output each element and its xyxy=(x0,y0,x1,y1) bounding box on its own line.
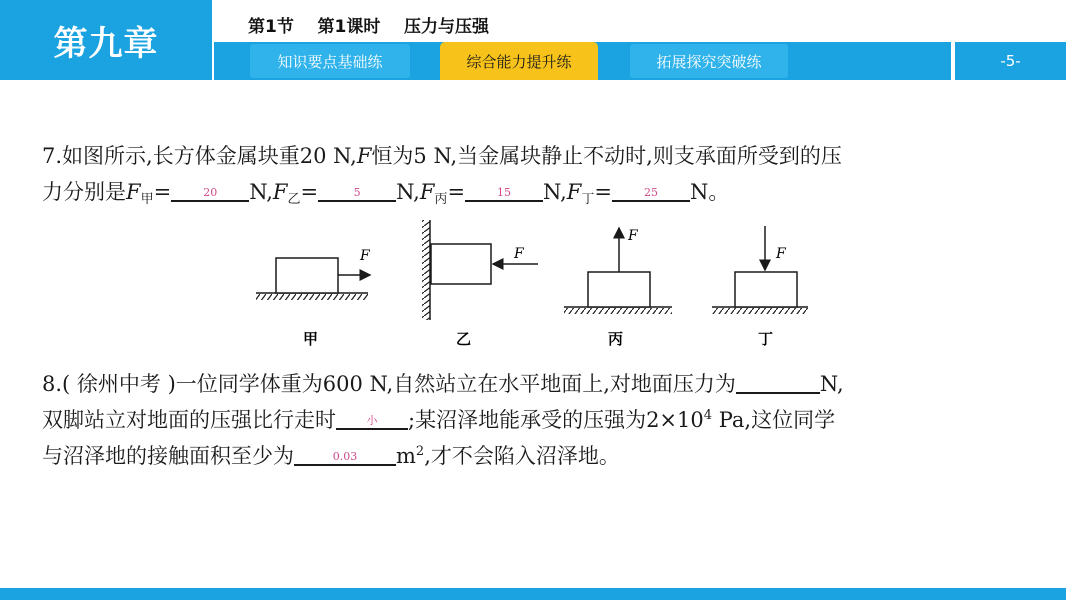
force-symbol: F xyxy=(356,144,372,168)
answer-ding: 25 xyxy=(643,186,658,199)
q7-text: 力分别是 xyxy=(42,180,126,204)
lesson-title: 第1节 第1课时 压力与压强 xyxy=(248,17,490,37)
force-symbol: F xyxy=(566,180,582,204)
force-label-ding: F xyxy=(776,246,786,262)
q8-text: ,才不会陷入沼泽地。 xyxy=(424,444,620,468)
diagram-ding xyxy=(712,226,808,348)
label-yi: 乙 xyxy=(456,330,472,348)
unit-text: N。 xyxy=(689,180,730,204)
exponent: 4 xyxy=(703,408,713,423)
force-label-jia: F xyxy=(360,248,370,264)
answer-blank-pressure-force[interactable] xyxy=(736,370,820,394)
force-label-yi: F xyxy=(514,246,524,262)
answer-blank-yi[interactable] xyxy=(318,178,396,202)
equals-sign: = xyxy=(447,180,466,204)
unit-text: N, xyxy=(543,180,567,204)
label-jia: 甲 xyxy=(303,330,319,348)
tab-comprehensive-practice[interactable]: 综合能力提升练 xyxy=(440,42,598,80)
q8-text: 8.( 徐州中考 )一位同学体重为600 N,自然站立在水平地面上,对地面压力为 xyxy=(42,372,736,396)
diagram-jia xyxy=(256,248,371,348)
equals-sign: = xyxy=(153,180,172,204)
chapter-title: 第九章 xyxy=(0,0,212,80)
diagram-bing xyxy=(564,228,672,348)
subscript-bing: 丙 xyxy=(434,192,448,207)
answer-blank-area[interactable] xyxy=(294,442,396,466)
answer-area: 0.03 xyxy=(332,450,358,463)
answer-compare: 小 xyxy=(366,414,378,427)
exponent: 2 xyxy=(415,444,425,459)
answer-blank-compare[interactable] xyxy=(336,406,408,430)
unit-text: N, xyxy=(819,372,844,396)
equals-sign: = xyxy=(594,180,612,204)
answer-blank-bing[interactable] xyxy=(465,178,543,202)
unit-text: m xyxy=(396,444,416,468)
q8-text: 与沼泽地的接触面积至少为 xyxy=(42,444,294,468)
tab-extended-practice[interactable]: 拓展探究突破练 xyxy=(630,44,788,78)
bottom-bar xyxy=(0,588,1066,600)
unit-text: N, xyxy=(249,180,273,204)
answer-bing: 15 xyxy=(497,186,512,199)
force-diagram-figure xyxy=(248,214,808,354)
answer-jia: 20 xyxy=(203,186,218,199)
answer-yi: 5 xyxy=(353,186,361,199)
subscript-jia: 甲 xyxy=(140,192,154,207)
answer-blank-jia[interactable] xyxy=(171,178,249,202)
q7-text: 恒为5 N,当金属块静止不动时,则支承面所受到的压 xyxy=(371,144,842,168)
q8-text: 双脚站立对地面的压强比行走时 xyxy=(42,408,336,432)
force-symbol: F xyxy=(126,180,141,204)
tab-basic-practice[interactable]: 知识要点基础练 xyxy=(250,44,410,78)
label-ding: 丁 xyxy=(758,330,774,348)
q8-text: ;某沼泽地能承受的压强为2×10 xyxy=(408,408,704,432)
answer-blank-ding[interactable] xyxy=(612,178,690,202)
force-symbol: F xyxy=(272,180,288,204)
unit-text: N, xyxy=(396,180,420,204)
subscript-ding: 丁 xyxy=(581,192,595,207)
q8-text: Pa,这位同学 xyxy=(712,408,836,432)
question-7 xyxy=(42,138,1032,210)
force-symbol: F xyxy=(419,180,435,204)
label-bing: 丙 xyxy=(608,330,624,348)
q7-text: 7.如图所示,长方体金属块重20 N, xyxy=(42,144,357,168)
equals-sign: = xyxy=(300,180,319,204)
diagram-yi xyxy=(422,220,538,348)
force-label-bing: F xyxy=(628,228,638,244)
question-8 xyxy=(42,366,1032,474)
subscript-yi: 乙 xyxy=(287,192,301,207)
page-number: -5- xyxy=(955,42,1066,80)
